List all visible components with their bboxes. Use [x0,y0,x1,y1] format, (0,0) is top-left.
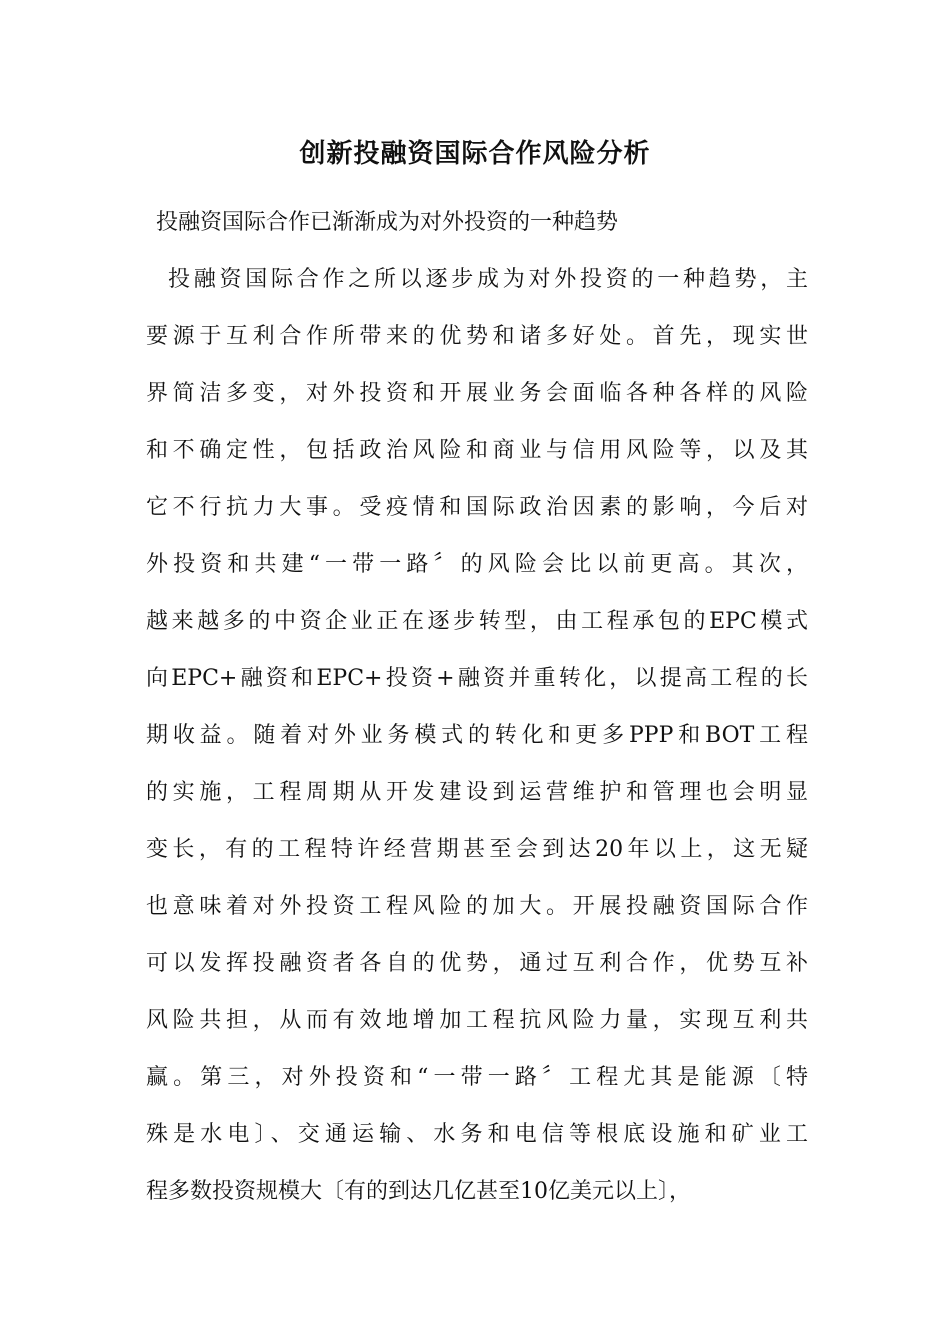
paragraph-line: 向EPC+融资和EPC+投资+融资并重转化，以提高工程的长 [146,666,808,691]
paragraph-line: 要源于互利合作所带来的优势和诸多好处。首先，现实世 [146,324,808,349]
paragraph-line: 也意味着对外投资工程风险的加大。开展投融资国际合作 [146,894,808,919]
paragraph-line: 程多数投资规模大〔有的到达几亿甚至10亿美元以上〕， [146,1179,691,1204]
paragraph-line: 它不行抗力大事。受疫情和国际政治因素的影响，今后对 [146,495,808,520]
paragraph-line: 变长，有的工程特许经营期甚至会到达20年以上，这无疑 [146,837,808,862]
paragraph-line: 的实施，工程周期从开发建设到运营维护和管理也会明显 [146,780,808,805]
paragraph-line: 期收益。随着对外业务模式的转化和更多PPP和BOT工程 [146,723,808,748]
paragraph-line: 殊是水电〕、交通运输、水务和电信等根底设施和矿业工 [146,1122,808,1147]
paragraph-line: 可以发挥投融资者各自的优势，通过互利合作，优势互补 [146,951,808,976]
paragraph-line: 外投资和共建“一带一路〞的风险会比以前更高。其次， [146,552,808,577]
paragraph-line: 越来越多的中资企业正在逐步转型，由工程承包的EPC模式 [146,609,808,634]
paragraph-line: 风险共担，从而有效地增加工程抗风险力量，实现互利共 [146,1008,808,1033]
paragraph-line: 投融资国际合作之所以逐步成为对外投资的一种趋势，主 [168,267,808,292]
paragraph-line: 和不确定性，包括政治风险和商业与信用风险等，以及其 [146,438,808,463]
paragraph-line: 界简洁多变，对外投资和开展业务会面临各种各样的风险 [146,381,808,406]
section-heading: 投融资国际合作已渐渐成为对外投资的一种趋势 [156,210,619,235]
document-title: 创新投融资国际合作风险分析 [299,139,651,169]
paragraph-line: 赢。第三，对外投资和“一带一路〞工程尤其是能源〔特 [146,1065,808,1090]
